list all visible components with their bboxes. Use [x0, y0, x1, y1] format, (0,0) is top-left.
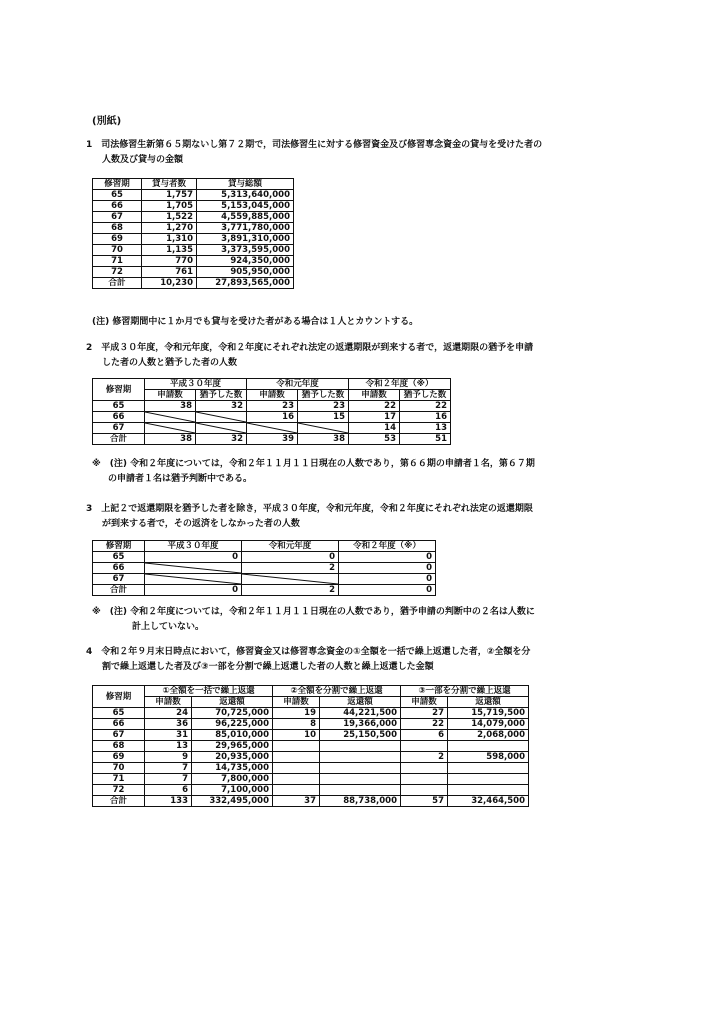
cell-term: 65	[93, 552, 145, 563]
cell-total-count: 37	[273, 796, 320, 807]
cell-total-amount: 27,893,565,000	[197, 278, 294, 289]
cell-amount: 70,725,000	[192, 708, 273, 719]
cell-total-label: 合計	[93, 796, 145, 807]
table-row	[93, 234, 294, 245]
cell-term: 67	[93, 423, 145, 434]
cell-value: 0	[145, 552, 242, 563]
header-group-lump-sum: ①全額を一括で繰上返還	[145, 686, 273, 697]
cell-value: 16	[400, 412, 451, 423]
section-2-heading	[86, 341, 533, 371]
section-1-heading-line2: 人数及び貸与の金額	[102, 155, 184, 165]
cell-value: 23	[298, 401, 349, 412]
cell-strikethrough	[242, 574, 339, 585]
cell-total-count: 133	[145, 796, 192, 807]
table-subheader-row	[93, 390, 451, 401]
subheader-granted: 猶予した数	[400, 390, 451, 401]
section-1-note: (注) 修習期間中に１か月でも貸与を受けた者がある場合は１人とカウントする。	[92, 317, 419, 327]
cell-amount: 20,935,000	[192, 752, 273, 763]
header-group-installment-full: ②全額を分割で繰上返還	[273, 686, 401, 697]
cell-value: 15	[298, 412, 349, 423]
cell-strikethrough	[145, 563, 242, 574]
cell-value: 14	[349, 423, 400, 434]
table-row	[93, 741, 529, 752]
table-row	[93, 245, 294, 256]
subheader-applied: 申請数	[247, 390, 298, 401]
cell-amount: 15,719,500	[448, 708, 529, 719]
cell-count: 27	[401, 708, 448, 719]
cell-total-label: 合計	[93, 585, 145, 596]
table-total-row	[93, 585, 436, 596]
cell-count: 31	[145, 730, 192, 741]
cell-total-value: 0	[339, 585, 436, 596]
cell-term: 69	[93, 752, 145, 763]
section-3-note-line2: 計上していない。	[132, 622, 205, 632]
attachment-label: (別紙)	[92, 116, 122, 127]
cell-total-value: 53	[349, 434, 400, 445]
section-2-heading-line2: した者の人数と猶予した者の人数	[102, 358, 238, 368]
cell-value: 0	[339, 563, 436, 574]
section-3-table	[92, 540, 436, 596]
header-year-r2: 令和２年度（※）	[349, 379, 451, 390]
cell-value: 17	[349, 412, 400, 423]
section-1-heading-line1: 1 司法修習生新第６５期ないし第７２期で，司法修習生に対する修習資金及び修習専念資金の貸与を受けた者の	[86, 140, 543, 150]
cell-amount: 14,079,000	[448, 719, 529, 730]
section-3-heading-line1: 3 上記２で返還期限を猶予した者を除き，平成３０年度，令和元年度，令和２年度にそれぞれ法定の返還期限	[86, 504, 533, 514]
header-term: 修習期	[93, 379, 145, 401]
section-2-heading-line1: 2 平成３０年度，令和元年度，令和２年度にそれぞれ法定の返還期限が到来する者で，返還期限の猶予を申請	[86, 343, 534, 353]
cell-amount: 96,225,000	[192, 719, 273, 730]
header-year-r1: 令和元年度	[247, 379, 349, 390]
subheader-count: 申請数	[401, 697, 448, 708]
section-3-heading	[86, 502, 533, 532]
table-header-row	[93, 379, 451, 390]
section-2-note-line2: の申請者１名は猶予判断中である。	[108, 474, 253, 484]
table-row	[93, 212, 294, 223]
cell-amount: 5,313,640,000	[197, 190, 294, 201]
section-2-note	[92, 457, 535, 487]
cell-count: 8	[273, 719, 320, 730]
subheader-amount: 返還額	[448, 697, 529, 708]
cell-count: 1,522	[142, 212, 197, 223]
cell-count: 24	[145, 708, 192, 719]
cell-value: 13	[400, 423, 451, 434]
cell-term: 72	[93, 267, 142, 278]
cell-count: 1,135	[142, 245, 197, 256]
cell-strikethrough	[196, 423, 247, 434]
cell-term: 65	[93, 190, 142, 201]
cell-term: 66	[93, 719, 145, 730]
section-2-table	[92, 378, 451, 445]
cell-strikethrough	[145, 423, 196, 434]
subheader-applied: 申請数	[145, 390, 196, 401]
table-total-row	[93, 278, 294, 289]
header-group-installment-partial: ③一部を分割で繰上返還	[401, 686, 529, 697]
cell-strikethrough	[247, 423, 298, 434]
cell-amount	[448, 774, 529, 785]
table-subheader-row	[93, 697, 529, 708]
table-row	[93, 763, 529, 774]
cell-count: 9	[145, 752, 192, 763]
header-loan-count: 貸与者数	[142, 179, 197, 190]
header-year-h30: 平成３０年度	[145, 379, 247, 390]
cell-count: 1,757	[142, 190, 197, 201]
table-row	[93, 708, 529, 719]
cell-amount	[320, 774, 401, 785]
cell-count: 761	[142, 267, 197, 278]
table-total-row	[93, 796, 529, 807]
cell-value: 0	[339, 552, 436, 563]
cell-total-value: 32	[196, 434, 247, 445]
cell-count: 13	[145, 741, 192, 752]
table-row	[93, 752, 529, 763]
cell-value: 2	[242, 563, 339, 574]
cell-term: 67	[93, 574, 145, 585]
cell-total-value: 51	[400, 434, 451, 445]
cell-count: 6	[401, 730, 448, 741]
cell-amount: 5,153,045,000	[197, 201, 294, 212]
cell-amount	[320, 763, 401, 774]
header-year-r2: 令和２年度（※）	[339, 541, 436, 552]
cell-amount: 905,950,000	[197, 267, 294, 278]
header-loan-total: 貸与総額	[197, 179, 294, 190]
cell-amount	[320, 785, 401, 796]
cell-term: 68	[93, 741, 145, 752]
table-row	[93, 774, 529, 785]
cell-term: 70	[93, 245, 142, 256]
subheader-granted: 猶予した数	[298, 390, 349, 401]
subheader-count: 申請数	[273, 697, 320, 708]
header-year-h30: 平成３０年度	[145, 541, 242, 552]
cell-count	[273, 752, 320, 763]
cell-amount: 29,965,000	[192, 741, 273, 752]
cell-value: 22	[349, 401, 400, 412]
table-row	[93, 267, 294, 278]
table-row	[93, 730, 529, 741]
cell-amount	[448, 763, 529, 774]
section-1-table	[92, 178, 294, 289]
cell-total-value: 39	[247, 434, 298, 445]
table-row	[93, 563, 436, 574]
cell-count: 36	[145, 719, 192, 730]
table-row	[93, 552, 436, 563]
cell-count: 7	[145, 763, 192, 774]
cell-amount	[320, 741, 401, 752]
section-4-table	[92, 685, 529, 807]
cell-term: 65	[93, 708, 145, 719]
table-row	[93, 574, 436, 585]
header-term: 修習期	[93, 179, 142, 190]
cell-value: 16	[247, 412, 298, 423]
section-4-heading-line1: 4 令和２年９月末日時点において，修習資金又は修習専念資金の①全額を一括で繰上返還した者，②全額を分	[86, 647, 531, 657]
cell-amount: 7,100,000	[192, 785, 273, 796]
cell-amount: 3,891,310,000	[197, 234, 294, 245]
cell-value: 22	[400, 401, 451, 412]
cell-term: 71	[93, 256, 142, 267]
cell-total-count: 57	[401, 796, 448, 807]
cell-amount: 14,735,000	[192, 763, 273, 774]
cell-count: 1,705	[142, 201, 197, 212]
subheader-applied: 申請数	[349, 390, 400, 401]
cell-count: 2	[401, 752, 448, 763]
cell-amount: 25,150,500	[320, 730, 401, 741]
subheader-count: 申請数	[145, 697, 192, 708]
cell-amount: 7,800,000	[192, 774, 273, 785]
table-row	[93, 256, 294, 267]
cell-amount: 2,068,000	[448, 730, 529, 741]
cell-term: 69	[93, 234, 142, 245]
cell-count	[401, 785, 448, 796]
cell-total-count: 10,230	[142, 278, 197, 289]
cell-count: 1,310	[142, 234, 197, 245]
cell-term: 70	[93, 763, 145, 774]
cell-amount	[448, 741, 529, 752]
table-row	[93, 201, 294, 212]
table-row	[93, 785, 529, 796]
table-row	[93, 401, 451, 412]
cell-value: 23	[247, 401, 298, 412]
subheader-amount: 返還額	[320, 697, 401, 708]
cell-count	[273, 785, 320, 796]
section-2-note-line1: ※ (注) 令和２年度については，令和２年１１月１１日現在の人数であり，第６６期の申請者１名，第６７期	[92, 459, 535, 469]
cell-count: 19	[273, 708, 320, 719]
cell-value: 0	[242, 552, 339, 563]
cell-total-amount: 332,495,000	[192, 796, 273, 807]
cell-value: 32	[196, 401, 247, 412]
cell-strikethrough	[145, 574, 242, 585]
cell-term: 72	[93, 785, 145, 796]
table-row	[93, 412, 451, 423]
cell-value: 38	[145, 401, 196, 412]
section-3-note	[92, 605, 535, 635]
table-row	[93, 423, 451, 434]
cell-count: 1,270	[142, 223, 197, 234]
cell-term: 71	[93, 774, 145, 785]
cell-amount: 598,000	[448, 752, 529, 763]
cell-amount: 19,366,000	[320, 719, 401, 730]
cell-amount: 3,771,780,000	[197, 223, 294, 234]
cell-count	[273, 774, 320, 785]
cell-count: 22	[401, 719, 448, 730]
cell-amount: 924,350,000	[197, 256, 294, 267]
cell-amount	[448, 785, 529, 796]
cell-amount: 44,221,500	[320, 708, 401, 719]
cell-term: 65	[93, 401, 145, 412]
cell-count: 6	[145, 785, 192, 796]
cell-term: 67	[93, 730, 145, 741]
cell-count	[401, 774, 448, 785]
cell-strikethrough	[298, 423, 349, 434]
cell-total-value: 38	[145, 434, 196, 445]
cell-term: 66	[93, 412, 145, 423]
cell-total-amount: 32,464,500	[448, 796, 529, 807]
cell-total-value: 2	[242, 585, 339, 596]
cell-strikethrough	[145, 412, 196, 423]
table-total-row	[93, 434, 451, 445]
header-term: 修習期	[93, 541, 145, 552]
cell-count: 10	[273, 730, 320, 741]
cell-total-label: 合計	[93, 278, 142, 289]
table-row	[93, 719, 529, 730]
cell-amount: 85,010,000	[192, 730, 273, 741]
table-header-row	[93, 686, 529, 697]
cell-total-value: 0	[145, 585, 242, 596]
cell-amount: 3,373,595,000	[197, 245, 294, 256]
header-year-r1: 令和元年度	[242, 541, 339, 552]
header-term: 修習期	[93, 686, 145, 708]
section-3-note-line1: ※ (注) 令和２年度については，令和２年１１月１１日現在の人数であり，猶予申請の判断中の２名は人数に	[92, 607, 535, 617]
cell-count: 7	[145, 774, 192, 785]
cell-total-amount: 88,738,000	[320, 796, 401, 807]
table-header-row	[93, 541, 436, 552]
table-row	[93, 190, 294, 201]
cell-value: 0	[339, 574, 436, 585]
cell-term: 66	[93, 201, 142, 212]
cell-count	[273, 763, 320, 774]
section-3-heading-line2: が到来する者で，その返済をしなかった者の人数	[102, 519, 300, 529]
cell-strikethrough	[196, 412, 247, 423]
section-4-heading	[86, 645, 530, 675]
cell-amount: 4,559,885,000	[197, 212, 294, 223]
cell-term: 68	[93, 223, 142, 234]
cell-term: 67	[93, 212, 142, 223]
cell-total-value: 38	[298, 434, 349, 445]
table-header-row	[93, 179, 294, 190]
cell-count	[401, 741, 448, 752]
cell-total-label: 合計	[93, 434, 145, 445]
subheader-granted: 猶予した数	[196, 390, 247, 401]
table-row	[93, 223, 294, 234]
cell-count	[273, 741, 320, 752]
section-1-heading	[86, 138, 542, 168]
cell-count	[401, 763, 448, 774]
section-4-heading-line2: 割で繰上返還した者及び③一部を分割で繰上返還した者の人数と繰上返還した金額	[102, 662, 434, 672]
cell-term: 66	[93, 563, 145, 574]
cell-amount	[320, 752, 401, 763]
subheader-amount: 返還額	[192, 697, 273, 708]
cell-count: 770	[142, 256, 197, 267]
